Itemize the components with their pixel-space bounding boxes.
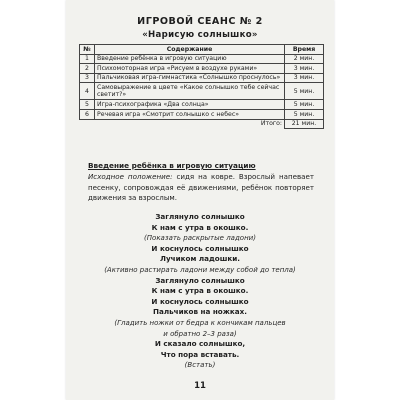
poem-line: И сказало солнышко, <box>154 339 246 349</box>
column-header-time: Время <box>285 45 324 55</box>
total-spacer <box>80 119 95 129</box>
stage-direction: (Встать) <box>184 361 216 370</box>
table-row <box>80 64 324 74</box>
table-row <box>80 73 324 83</box>
total-label: Итого: <box>95 119 285 129</box>
page-sheet <box>66 0 334 400</box>
stage-direction: (Активно растирать ладони между собой до тепла) <box>104 265 296 274</box>
total-value: 21 мин. <box>285 119 324 129</box>
session-subtitle: «Нарисую солнышко» <box>142 30 258 40</box>
row-number: 1 <box>80 54 95 64</box>
table-total-row <box>80 119 324 129</box>
row-time: 5 мин. <box>285 100 324 110</box>
row-time: 5 мин. <box>285 83 324 100</box>
poem-block <box>66 212 334 371</box>
poem-line: Лучиком ладошки. <box>160 254 240 264</box>
row-content: Введение ребёнка в игровую ситуацию <box>95 54 285 64</box>
table-row <box>80 109 324 119</box>
row-content: Пальчиковая игра-гимнастика «Солнышко проснулось» <box>95 73 285 83</box>
table-header-row <box>80 45 324 55</box>
row-number: 2 <box>80 64 95 74</box>
table-row <box>80 83 324 100</box>
row-content: Самовыражение в цвете «Какое солнышко тебе сейчас светит?» <box>95 83 285 100</box>
poem-line: Заглянуло солнышко <box>155 275 245 285</box>
table-row <box>80 100 324 110</box>
session-plan-table <box>79 44 324 129</box>
intro-paragraph <box>88 172 314 204</box>
intro-text: сидя на ковре. Взрослый напевает песенку, сопровождая её движениями, ребёнок повторяет движения за взрослым. <box>88 172 314 202</box>
session-title: ИГРОВОЙ СЕАНС № 2 <box>137 16 263 27</box>
stage-direction: (Показать раскрытые ладони) <box>144 234 256 243</box>
row-time: 3 мин. <box>285 64 324 74</box>
table-row <box>80 54 324 64</box>
poem-line: И коснулось солнышко <box>151 243 249 253</box>
row-time: 5 мин. <box>285 109 324 119</box>
row-number: 6 <box>80 109 95 119</box>
row-time: 2 мин. <box>285 54 324 64</box>
row-number: 3 <box>80 73 95 83</box>
row-number: 5 <box>80 100 95 110</box>
row-content: Психомоторная игра «Рисуем в воздухе руками» <box>95 64 285 74</box>
intro-italic-lead: Исходное положение: <box>88 172 173 181</box>
row-time: 3 мин. <box>285 73 324 83</box>
poem-line: Заглянуло солнышко <box>155 212 245 221</box>
column-header-number: № <box>80 45 95 55</box>
row-number: 4 <box>80 83 95 100</box>
poem-line: Что пора вставать. <box>160 349 240 359</box>
poem-line: Пальчиков на ножках. <box>153 307 247 317</box>
section-heading: Введение ребёнка в игровую ситуацию <box>88 161 256 170</box>
poem-line: И коснулось солнышко <box>151 296 249 306</box>
poem-line: К нам с утра в окошко. <box>151 286 249 296</box>
poem-line: К нам с утра в окошко. <box>151 222 249 232</box>
stage-direction: и обратно 2–3 раза) <box>163 329 237 338</box>
page-number: 11 <box>194 381 206 391</box>
stage-direction: (Гладить ножки от бедра к кончикам пальцев <box>114 318 286 327</box>
column-header-content: Содержание <box>95 45 285 55</box>
row-content: Игра-психографика «Два солнца» <box>95 100 285 110</box>
row-content: Речевая игра «Смотрит солнышко с небес» <box>95 109 285 119</box>
